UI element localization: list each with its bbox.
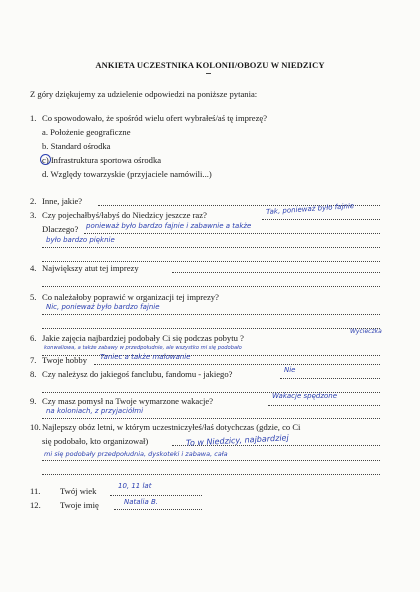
- q12-text: Twoje imię: [60, 500, 99, 510]
- q7-handwritten-answer: Taniec a także malowanie: [100, 353, 191, 361]
- q4-answer-line-2: [42, 286, 380, 287]
- q12-question: [30, 500, 99, 510]
- q4-text: Największy atut tej imprezy: [42, 263, 139, 273]
- q10-answer-line-3: [42, 474, 380, 475]
- q11-number: 11.: [30, 486, 41, 496]
- q1-option-c: c) Infrastruktura sportowa ośrodka: [42, 155, 162, 165]
- q8-handwritten-answer: Nie: [284, 366, 296, 374]
- q10-answer-line-2: [42, 460, 380, 461]
- q9-number: 9.: [30, 396, 37, 406]
- q5-number: 5.: [30, 292, 37, 302]
- q11-handwritten-answer: 10, 11 lat: [118, 482, 152, 490]
- q11-text: Twój wiek: [60, 486, 97, 496]
- q3-answer-line-3: [42, 247, 380, 248]
- q10-handwritten-answer-1: To w Niedzicy, najbardziej: [185, 433, 289, 448]
- title-dash: [206, 73, 211, 74]
- q1-option-a: a. Położenie geograficzne: [42, 127, 131, 137]
- q5-handwritten-answer: Nic, ponieważ było bardzo fajnie: [46, 303, 160, 311]
- q9-handwritten-answer-2: na koloniach, z przyjaciółmi: [46, 407, 144, 415]
- q5-question: [30, 292, 219, 302]
- q2-text: Inne, jakie?: [42, 196, 83, 206]
- q7-question: [30, 355, 87, 365]
- q3-sub: Dlaczego?: [42, 224, 79, 234]
- intro-text: Z góry dziękujemy za udzielenie odpowiedzi na poniższe pytania:: [30, 89, 258, 99]
- q2-question: [30, 196, 82, 206]
- q3-answer-line-1: [262, 219, 380, 220]
- q3-question: [30, 210, 207, 220]
- q8-text: Czy należysz do jakiegoś fanclubu, fandomu - jakiego?: [42, 369, 233, 379]
- q1-option-b: b. Standard ośrodka: [42, 141, 111, 151]
- q10-text-line-2: się podobało, kto organizował): [42, 436, 149, 446]
- q1-option-d: d. Względy towarzyskie (przyjaciele namówili...): [42, 169, 212, 179]
- q10-text-line-1: Najlepszy obóz letni, w którym uczestniczyłeś/łaś dotychczas (gdzie, co Ci: [42, 422, 301, 432]
- q4-answer-line-1: [172, 272, 380, 273]
- q3-answer-line-4: [42, 261, 380, 262]
- q1-text: Co spowodowało, że spośród wielu ofert wybrałeś/aś tę imprezę?: [42, 113, 268, 123]
- q6-handwritten-answer-2: konwaliowa, a także zabawy w przedpołudnie, ale wszystko mi się podobało: [44, 345, 242, 351]
- q6-number: 6.: [30, 333, 37, 343]
- q2-number: 2.: [30, 196, 37, 206]
- q5-answer-line-2: [42, 328, 380, 329]
- q9-question: [30, 396, 213, 406]
- q6-handwritten-answer-1: Wycieczka: [350, 328, 382, 335]
- q6-text: Jakie zajęcia najbardziej podobały Ci się podczas pobytu ?: [42, 333, 244, 343]
- q1-number: 1.: [30, 113, 37, 123]
- q7-text: Twoje hobby: [42, 355, 87, 365]
- q3-number: 3.: [30, 210, 37, 220]
- q3-handwritten-answer-1: Tak, ponieważ było fajnie: [265, 201, 355, 217]
- q4-question: [30, 263, 139, 273]
- q10-handwritten-answer-2: mi się podobały przedpołudnia, dyskoteki i zabawa, cała: [44, 450, 228, 458]
- q12-handwritten-answer: Natalia B.: [124, 498, 158, 506]
- q9-answer-line-2: [42, 418, 380, 419]
- q3-handwritten-answer-2: ponieważ było bardzo fajnie i zabawnie a także: [86, 222, 252, 230]
- q6-question: [30, 333, 244, 343]
- q8-answer-line-1: [280, 378, 380, 379]
- q3-handwritten-answer-3: było bardzo pięknie: [46, 236, 115, 244]
- q12-number: 12.: [30, 500, 41, 510]
- q1-question: [30, 113, 267, 123]
- document-title: ANKIETA UCZESTNIKA KOLONII/OBOZU W NIEDZICY: [95, 60, 325, 70]
- q9-answer-line-1: [268, 405, 380, 406]
- q4-number: 4.: [30, 263, 37, 273]
- q9-handwritten-answer-1: Wakacje spędzone: [272, 392, 338, 400]
- q8-number: 8.: [30, 369, 37, 379]
- q11-answer-line: [110, 495, 202, 496]
- q8-question: [30, 369, 232, 379]
- q1-selected-circle: [40, 154, 51, 165]
- q11-question: [30, 486, 96, 496]
- q5-text: Co należałoby poprawić w organizacji tej imprezy?: [42, 292, 219, 302]
- q9-text: Czy masz pomysł na Twoje wymarzone wakacje?: [42, 396, 214, 406]
- q3-answer-line-2: [84, 233, 380, 234]
- q6-answer-line-1: [42, 355, 380, 356]
- q10-number: 10.: [30, 422, 41, 432]
- q7-number: 7.: [30, 355, 37, 365]
- q3-text: Czy pojechałbyś/łabyś do Niedzicy jeszcze raz?: [42, 210, 207, 220]
- q7-answer-line: [94, 364, 380, 365]
- q12-answer-line: [114, 509, 202, 510]
- q10-question: [30, 422, 300, 432]
- q5-answer-line-1: [42, 314, 380, 315]
